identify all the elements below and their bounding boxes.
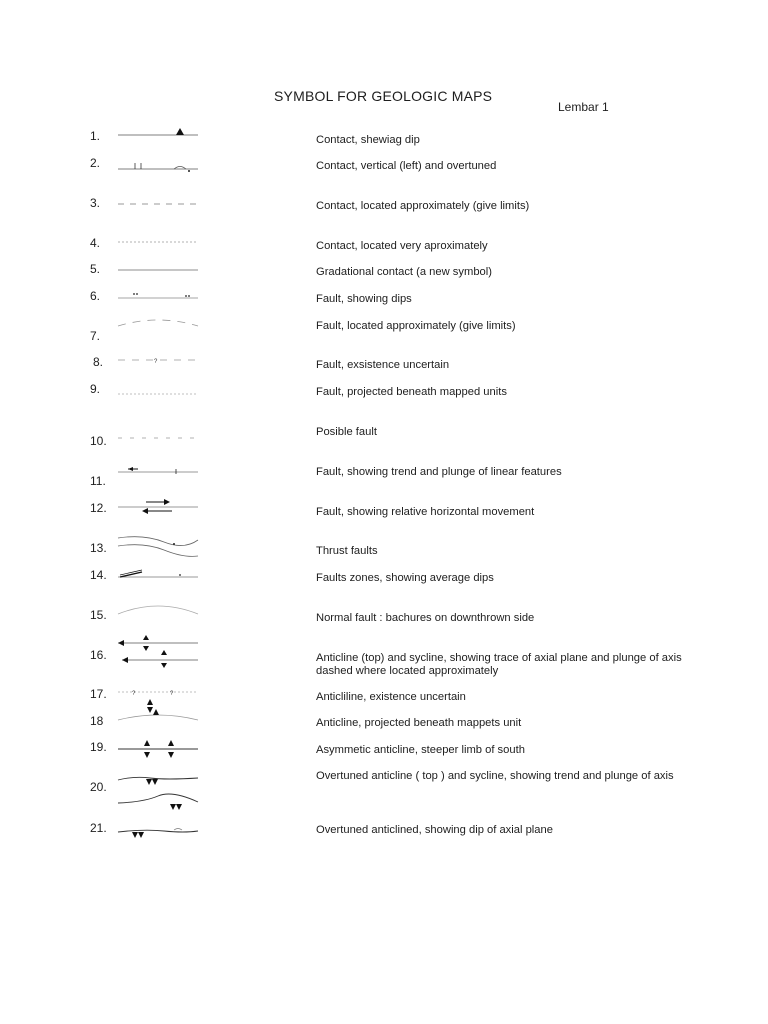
item-number: 12. xyxy=(90,501,107,515)
item-description: Overtuned anticlined, showing dip of axial plane xyxy=(316,824,553,836)
fault-approximate-symbol xyxy=(114,314,204,334)
item-number: 11. xyxy=(90,474,106,488)
contact-approximate-symbol xyxy=(114,196,204,216)
item-description: Fault, showing trend and plunge of linear features xyxy=(316,466,562,478)
item-description: Overtuned anticline ( top ) and sycline, showing trend and plunge of axis xyxy=(316,770,674,782)
sheet-label: Lembar 1 xyxy=(558,100,609,114)
item-number: 9. xyxy=(90,382,101,396)
item-number: 4. xyxy=(90,236,101,250)
item-description: Contact, located very aproximately xyxy=(316,240,488,252)
item-description: Asymmetic anticline, steeper limb of south xyxy=(316,744,525,756)
item-description: Fault, showing dips xyxy=(316,293,412,305)
fault-trend-plunge-symbol xyxy=(114,462,204,482)
item-number: 2. xyxy=(90,156,101,170)
item-number: 14. xyxy=(90,568,107,582)
item-description: Fault, showing relative horizontal movement xyxy=(316,506,535,518)
item-number: 10. xyxy=(90,434,107,448)
asymmetric-anticline-symbol xyxy=(114,738,204,758)
gradational-contact-symbol xyxy=(114,262,204,282)
item-description: Fault, exsistence uncertain xyxy=(316,359,450,371)
item-description: Normal fault : bachures on downthrown side xyxy=(316,612,535,624)
item-number: 19. xyxy=(90,740,107,754)
svg-text:?: ? xyxy=(154,359,158,365)
item-number: 3. xyxy=(90,196,101,210)
svg-text:?: ? xyxy=(132,691,136,697)
item-description: Contact, shewiag dip xyxy=(316,134,420,146)
item-number: 7. xyxy=(90,329,101,343)
item-description: Anticline (top) and sycline, showing trace of axial plane and plunge of axis dashed where located approximately xyxy=(316,652,682,677)
anticline-syncline-symbol xyxy=(114,634,204,654)
item-number: 8. xyxy=(93,355,104,369)
item-number: 21. xyxy=(90,821,107,835)
item-description: Thrust faults xyxy=(316,545,378,557)
item-description: Anticliline, existence uncertain xyxy=(316,691,466,703)
overturned-anticline-dip-symbol xyxy=(114,822,204,842)
item-description: Fault, projected beneath mapped units xyxy=(316,386,507,398)
item-number: 5. xyxy=(90,262,101,276)
fault-zone-symbol xyxy=(114,568,204,588)
contact-very-approximate-symbol xyxy=(114,234,204,254)
item-number: 17. xyxy=(90,687,107,701)
fault-horizontal-movement-symbol xyxy=(114,496,204,516)
svg-text:?: ? xyxy=(170,691,174,697)
item-number: 18 xyxy=(90,714,104,728)
item-description: Fault, located approximately (give limits) xyxy=(316,320,516,332)
item-description: Contact, vertical (left) and overtuned xyxy=(316,160,497,172)
fault-dips-symbol xyxy=(114,288,204,308)
possible-fault-symbol xyxy=(114,430,204,450)
item-number: 16. xyxy=(90,648,107,662)
overturned-anticline-syncline-symbol xyxy=(114,770,204,790)
fault-uncertain-symbol xyxy=(114,352,204,372)
item-description: Gradational contact (a new symbol) xyxy=(316,266,492,278)
item-number: 20. xyxy=(90,780,107,794)
item-description: Anticline, projected beneath mappets unit xyxy=(316,717,522,729)
item-number: 13. xyxy=(90,541,107,555)
page-title: SYMBOL FOR GEOLOGIC MAPS xyxy=(274,88,493,104)
normal-fault-symbol xyxy=(114,600,204,620)
item-number: 1. xyxy=(90,129,101,143)
fault-projected-symbol xyxy=(114,386,204,406)
item-description: Posible fault xyxy=(316,426,377,438)
thrust-fault-symbol xyxy=(114,532,204,552)
item-number: 6. xyxy=(90,289,101,303)
anticline-projected-symbol xyxy=(114,696,204,716)
item-number: 15. xyxy=(90,608,107,622)
item-description: Contact, located approximately (give limits) xyxy=(316,200,530,212)
contact-dip-symbol xyxy=(114,128,204,148)
contact-vertical-overturned-symbol xyxy=(114,158,204,178)
item-description: Faults zones, showing average dips xyxy=(316,572,494,584)
